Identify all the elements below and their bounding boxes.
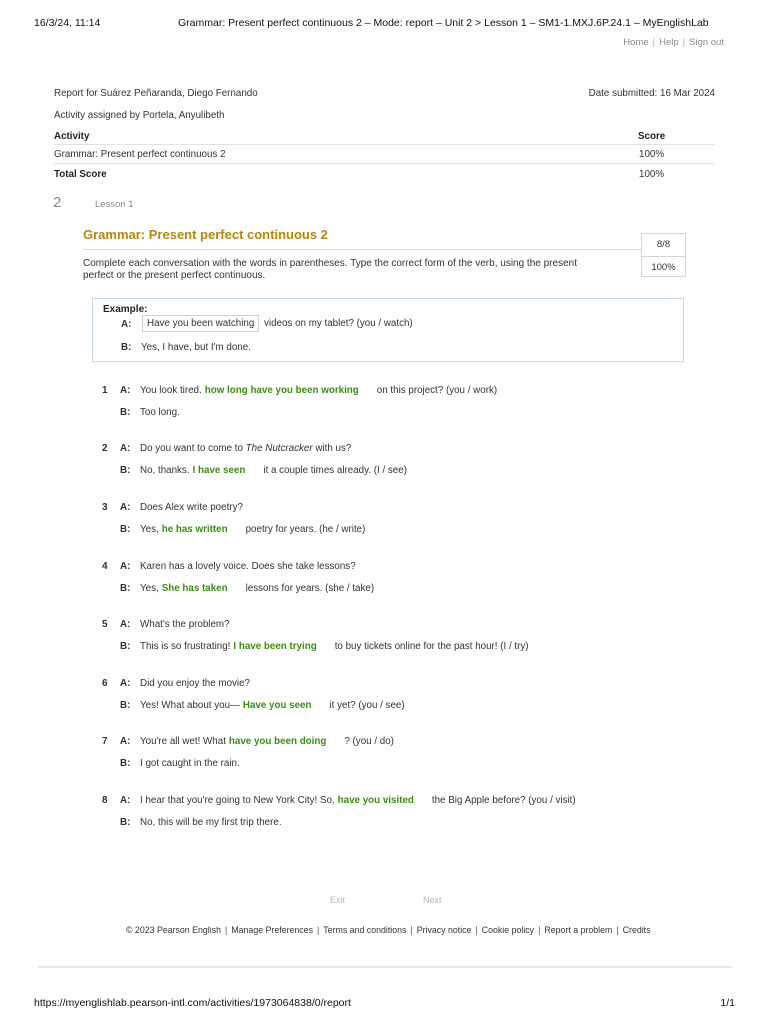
speaker-b-label: B: (120, 407, 131, 418)
example-speaker-a: A: (121, 319, 132, 330)
speaker-b-label: B: (120, 758, 131, 769)
activity-score: 100% (639, 149, 665, 160)
top-links: Home | Help | Sign out (623, 37, 724, 48)
example-a-after: videos on my tablet? (you / watch) (264, 318, 413, 329)
cookie-link[interactable]: Cookie policy (481, 925, 535, 935)
question-number: 8 (102, 795, 108, 806)
line-b-before: Yes, (140, 583, 159, 594)
line-a-before: I hear that you're going to New York City! So, (140, 795, 335, 806)
example-line-b: Yes, I have, but I'm done. (141, 342, 251, 353)
line-a-after: the Big Apple before? (you / visit) (431, 795, 576, 806)
line-a-after: ? (you / do) (344, 736, 394, 747)
answer-b[interactable]: I have seen (192, 465, 246, 476)
credits-link[interactable]: Credits (622, 925, 651, 935)
speaker-a-label: A: (120, 561, 131, 572)
line-a-rest: with us? (315, 443, 352, 454)
title-rule (83, 249, 641, 250)
example-speaker-b: B: (121, 342, 132, 353)
question-number: 6 (102, 678, 108, 689)
report-divider (54, 144, 714, 145)
speaker-a-label: A: (120, 385, 131, 396)
line-a-after: on this project? (you / work) (376, 385, 498, 396)
line-b-after: to buy tickets online for the past hour! (I / try) (334, 641, 529, 652)
total-score-label: Total Score (54, 169, 107, 180)
unit-number: 2 (53, 194, 62, 211)
line-a-text: Karen has a lovely voice. Does she take lessons? (140, 561, 356, 572)
bottom-rule (38, 966, 732, 968)
line-a-before: You look tired. (140, 385, 202, 396)
question-number: 2 (102, 443, 108, 454)
speaker-b-label: B: (120, 700, 131, 711)
line-a (140, 619, 230, 630)
report-problem-link[interactable]: Report a problem (544, 925, 613, 935)
terms-link[interactable]: Terms and conditions (323, 925, 407, 935)
line-b-after: it yet? (you / see) (329, 700, 405, 711)
print-datetime: 16/3/24, 11:14 (34, 17, 101, 29)
line-b (140, 465, 407, 476)
speaker-b-label: B: (120, 817, 131, 828)
exercise-score-box (641, 233, 686, 277)
line-b-before: No, thanks. (140, 465, 190, 476)
line-a (140, 443, 351, 454)
answer-b[interactable]: Have you seen (242, 700, 312, 711)
next-button[interactable]: Next (423, 895, 442, 905)
line-b-after: lessons for years. (she / take) (245, 583, 375, 594)
footer-links: © 2023 Pearson English | Manage Preferences | Terms and conditions | Privacy notice | Cookie policy | Report a problem | Credits (126, 925, 651, 935)
exercise-title: Grammar: Present perfect continuous 2 (83, 227, 328, 242)
exercise-instructions: Complete each conversation with the words in parentheses. Type the correct form of the verb, using the present perfect or the present perfect continuous. (83, 258, 577, 281)
line-a-before: You're all wet! What (140, 736, 226, 747)
line-b (140, 583, 374, 594)
line-a (140, 502, 243, 513)
line-b (140, 407, 180, 418)
question-number: 4 (102, 561, 108, 572)
question-number: 7 (102, 736, 108, 747)
speaker-a-label: A: (120, 736, 131, 747)
report-divider-2 (54, 163, 714, 164)
line-b-text: Too long. (140, 407, 180, 418)
print-page-title: Grammar: Present perfect continuous 2 – Mode: report – Unit 2 > Lesson 1 – SM1-1.MXJ.6P.24.1 – MyEnglishLab (178, 17, 709, 29)
line-a-before: Do you want to come to (140, 443, 243, 454)
line-b-text: I got caught in the rain. (140, 758, 240, 769)
manage-preferences-link[interactable]: Manage Preferences (231, 925, 313, 935)
line-b-text: No, this will be my first trip there. (140, 817, 282, 828)
example-box (92, 298, 684, 362)
line-b (140, 700, 405, 711)
print-page-number: 1/1 (720, 997, 735, 1009)
line-b (140, 641, 529, 652)
speaker-a-label: A: (120, 795, 131, 806)
activity-header: Activity (54, 131, 90, 142)
line-a (140, 795, 576, 806)
line-a-text: Did you enjoy the movie? (140, 678, 251, 689)
line-b-after: it a couple times already. (I / see) (263, 465, 407, 476)
line-a-text: Does Alex write poetry? (140, 502, 243, 513)
line-b-before: Yes, (140, 524, 159, 535)
line-b-before: Yes! What about you— (140, 700, 240, 711)
speaker-b-label: B: (120, 583, 131, 594)
sign-out-link[interactable]: Sign out (689, 37, 724, 48)
score-header: Score (638, 131, 666, 142)
question-number: 5 (102, 619, 108, 630)
score-percent: 100% (642, 256, 685, 278)
example-label: Example: (103, 304, 148, 315)
lesson-label: Lesson 1 (95, 199, 134, 210)
report-for: Report for Suárez Peñaranda, Diego Fernando (54, 88, 258, 99)
speaker-a-label: A: (120, 678, 131, 689)
line-a (140, 385, 497, 396)
speaker-b-label: B: (120, 524, 131, 535)
line-b (140, 758, 240, 769)
speaker-b-label: B: (120, 465, 131, 476)
line-a (140, 736, 394, 747)
help-link[interactable]: Help (659, 37, 679, 48)
answer-a[interactable]: how long have you been working (204, 385, 359, 396)
line-b (140, 817, 282, 828)
line-b (140, 524, 365, 535)
answer-a[interactable]: have you visited (337, 795, 414, 806)
print-url: https://myenglishlab.pearson-intl.com/activities/1973064838/0/report (34, 997, 351, 1009)
score-fraction: 8/8 (656, 239, 671, 250)
question-number: 1 (102, 385, 108, 396)
question-number: 3 (102, 502, 108, 513)
line-a (140, 678, 250, 689)
assigned-by: Activity assigned by Portela, Anyulibeth (54, 110, 225, 121)
date-submitted: Date submitted: 16 Mar 2024 (588, 88, 715, 99)
exit-button[interactable]: Exit (330, 895, 346, 905)
line-a-text: What's the problem? (140, 619, 230, 630)
line-a-title: The Nutcracker (245, 443, 313, 454)
line-a (140, 561, 356, 572)
speaker-a-label: A: (120, 619, 131, 630)
example-line-a (142, 315, 413, 332)
example-answer-field[interactable]: Have you been watching (142, 315, 259, 332)
answer-b[interactable]: She has taken (161, 583, 228, 594)
speaker-a-label: A: (120, 443, 131, 454)
line-b-after: poetry for years. (he / write) (245, 524, 366, 535)
answer-b[interactable]: he has written (161, 524, 228, 535)
speaker-a-label: A: (120, 502, 131, 513)
activity-name: Grammar: Present perfect continuous 2 (54, 149, 226, 160)
answer-a[interactable]: have you been doing (228, 736, 327, 747)
home-link[interactable]: Home (623, 37, 649, 48)
answer-b[interactable]: I have been trying (233, 641, 317, 652)
privacy-link[interactable]: Privacy notice (416, 925, 472, 935)
copyright: © 2023 Pearson English (126, 925, 222, 935)
speaker-b-label: B: (120, 641, 131, 652)
line-b-before: This is so frustrating! (140, 641, 231, 652)
total-score-value: 100% (639, 169, 665, 180)
